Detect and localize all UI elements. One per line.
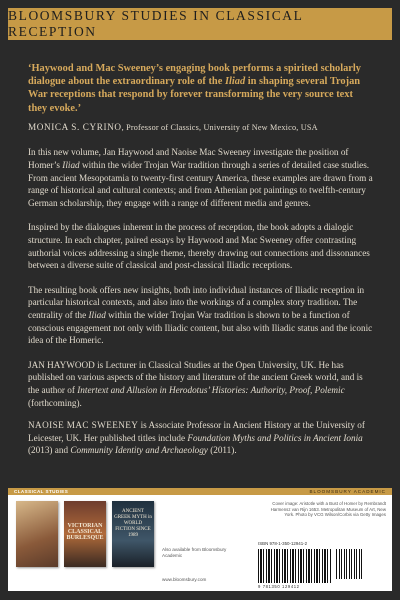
isbn-barcode <box>258 549 332 583</box>
price-barcode <box>336 549 364 579</box>
endorsement-attribution: MONICA S. CYRINO, Professor of Classics, University of New Mexico, USA <box>28 121 318 132</box>
author-bio-macsweeney: NAOISE MAC SWEENEY is Associate Professor in Ancient History at the University of Leicester, UK. Her published titles include Foundation Myths and Politics in Ancient Ionia (2013) and Community Identity and Archaeology (2011). <box>28 420 365 456</box>
related-book-cover-2 <box>64 501 106 567</box>
description-paragraph-3: The resulting book offers new insights, both into individual instances of Iliadic reception in particular historical contexts, and also into the workings of a complex story tradition. The centrality of the Iliad within the wider Trojan War tradition is shown to be a function of conscious engagement not only with Iliadic content, but also with Iliadic status and the iconic idea of the Homeric. <box>28 284 373 346</box>
related-book-title-2: VICTORIAN CLASSICAL BURLESQUE <box>66 523 104 541</box>
description-paragraph-1: In this new volume, Jan Haywood and Naoise Mac Sweeney investigate the position of Homer’s Iliad within the wider Trojan War tradition through a series of detailed case studies. From ancient Mesopotamia to twenty-first century America, these examples are drawn from a range of historical and cultural contexts; and from Athenian pot paintings to twelfth-century German scholarship, they engage with a range of different media and genres. <box>28 147 373 208</box>
related-book-title-3: ANCIENT GREEK MYTH in WORLD FICTION SINCE 1989 <box>114 509 152 538</box>
isbn-text: ISBN 978-1-350-12941-2 <box>258 541 308 546</box>
publisher-url: www.bloomsbury.com <box>162 577 207 582</box>
back-cover-text <box>28 62 374 457</box>
description-paragraph-2: Inspired by the dialogues inherent in the process of reception, the book adopts a dialogic structure. In each chapter, paired essays by Haywood and Mac Sweeney offer contrasting authorial voices addressing a single theme, thereby drawing out connections and dissonances between a diverse suite of classical and post-classical Iliadic receptions. <box>28 222 370 271</box>
endorsement-quote: ‘Haywood and Mac Sweeney’s engaging book performs a spirited scholarly dialogue about the extraordinary role of the Iliad in shaping several Trojan War receptions that respond by forever transforming the very source text they evoke.’ <box>28 63 361 114</box>
category-label: CLASSICAL STUDIES <box>14 489 69 494</box>
author-bio-haywood: JAN HAYWOOD is Lecturer in Classical Studies at the Open University, UK. He has published on various aspects of the history and literature of the ancient Greek world, and is the author of Intertext and Allusion in Herodotus’ Histories: Authority, Proof, Polemic (forthcoming). <box>28 359 363 408</box>
also-available-text: Also available from Bloomsbury Academic <box>162 547 227 558</box>
series-banner <box>0 0 400 48</box>
cover-footer <box>0 488 400 600</box>
related-book-cover-1 <box>16 501 58 567</box>
footer-panel <box>8 495 392 591</box>
related-book-cover-3 <box>112 501 154 567</box>
footer-band <box>8 488 392 495</box>
barcode-number: 9 781350 129412 <box>258 584 300 589</box>
series-title: BLOOMSBURY STUDIES IN CLASSICAL RECEPTION <box>8 8 392 40</box>
publisher-label: BLOOMSBURY ACADEMIC <box>309 489 386 494</box>
cover-image-credit: Cover image: Aristotle with a Bust of Homer by Rembrandt Harmensz van Rijn 1653. Metropolitan Museum of Art, New York. Photo by VCG Wilson/Corbis via Getty Images <box>270 501 386 518</box>
